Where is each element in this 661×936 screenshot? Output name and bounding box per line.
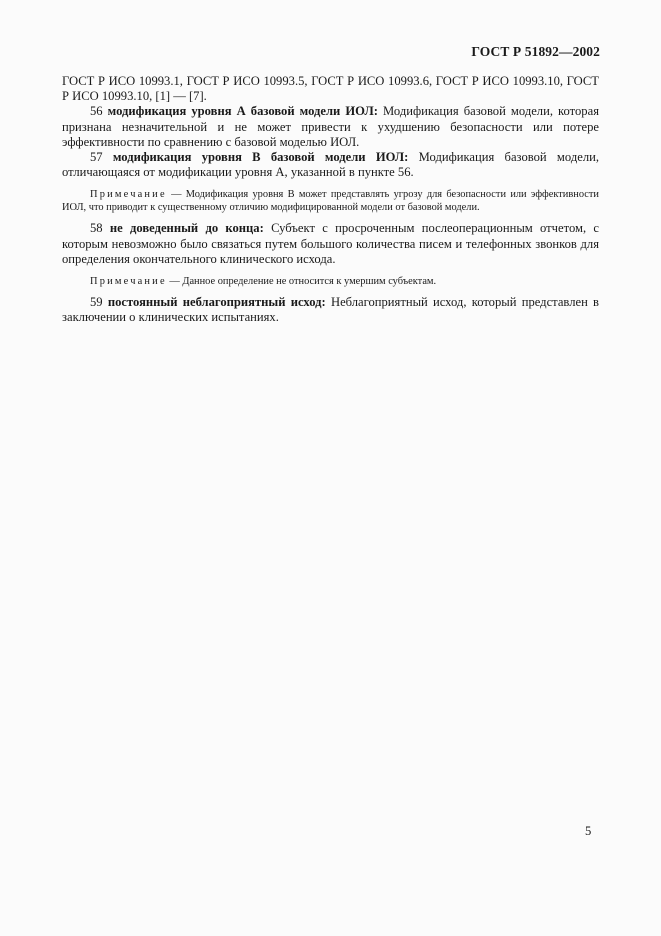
definition-text: Модификация базовой модели, отличающаяся от модификации уровня А, указанной в пункте 56.	[62, 150, 599, 180]
page-number: 5	[585, 824, 592, 838]
note-text: Модификация уровня В может представлять угрозу для безопасности или эффективности ИОЛ, что приводит к существенному отличию модифицированной модели от базовой модели.	[62, 189, 599, 214]
term: постоянный неблагоприятный исход:	[107, 295, 326, 310]
term: не доведенный до конца:	[109, 221, 264, 236]
document-body	[62, 74, 599, 325]
note-2	[62, 275, 599, 288]
item-number: 57	[90, 150, 103, 165]
note-label: Примечание	[90, 189, 167, 201]
definition-text: Модификация базовой модели, которая признана незначительной и не может привести к ухудшению безопасности или потере эффективности по сравнению с базовой моделью ИОЛ.	[62, 104, 599, 149]
definition-58	[62, 221, 599, 267]
document-header-code: ГОСТ Р 51892—2002	[471, 44, 600, 59]
item-number: 59	[90, 295, 103, 310]
definition-59	[62, 295, 599, 325]
definition-57	[62, 150, 599, 180]
note-dash: —	[166, 189, 186, 201]
item-number: 56	[90, 104, 103, 119]
note-label: Примечание	[90, 276, 167, 288]
note-1	[62, 188, 599, 214]
term: модификация уровня В базовой модели ИОЛ:	[112, 150, 409, 165]
definition-56	[62, 104, 599, 150]
definition-text: Неблагоприятный исход, который представлен в заключении о клинических испытаниях.	[62, 295, 600, 325]
item-number: 58	[90, 221, 103, 236]
note-dash: —	[166, 276, 183, 288]
definition-text: Субъект с просроченным послеоперационным отчетом, с которым невозможно было связаться путем большого количества писем и телефонных звонков для определения окончательного клинического исхода.	[62, 221, 599, 266]
term: модификация уровня А базовой модели ИОЛ:	[107, 104, 378, 119]
note-text: Данное определение не относится к умершим субъектам.	[182, 276, 437, 288]
continuation-paragraph: ГОСТ Р ИСО 10993.1, ГОСТ Р ИСО 10993.5, ГОСТ Р ИСО 10993.6, ГОСТ Р ИСО 10993.10, ГОСТ Р ИСО 10993.10, [1] — [7].	[62, 74, 599, 104]
